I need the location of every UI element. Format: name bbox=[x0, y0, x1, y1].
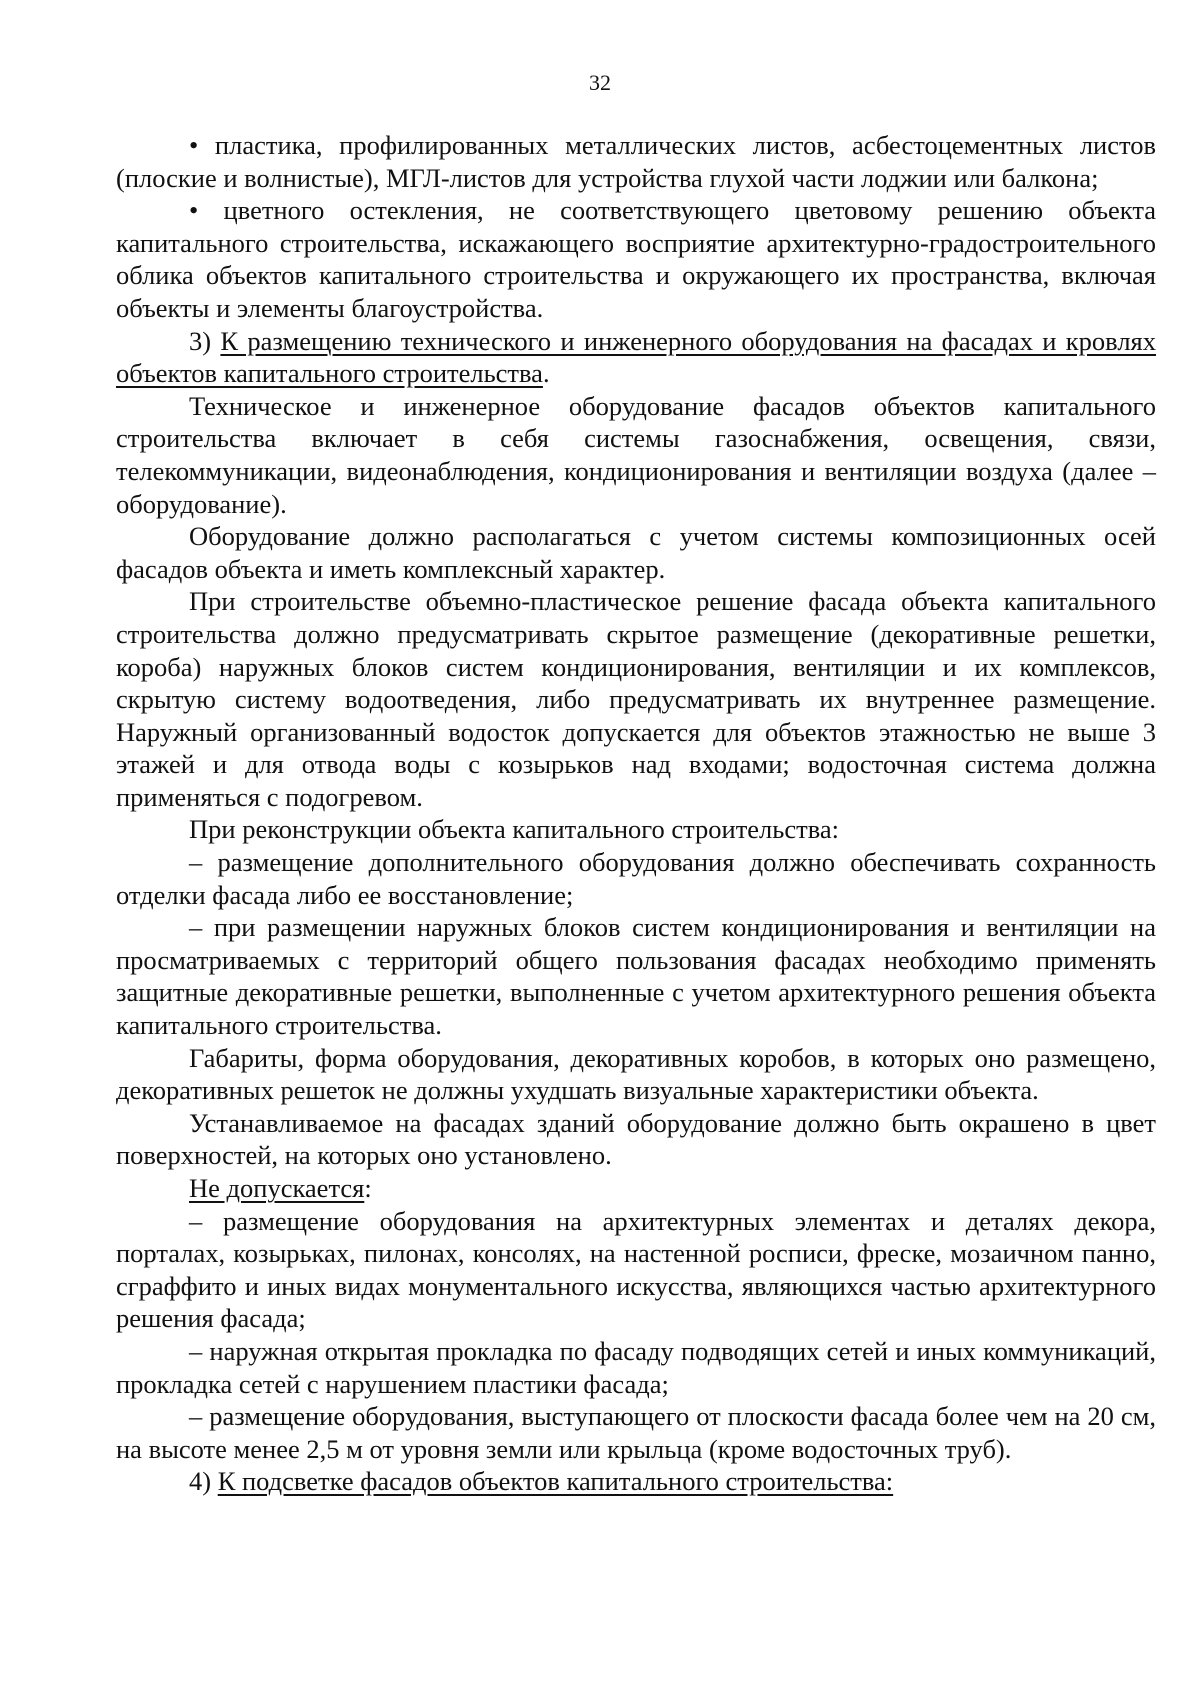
document-body bbox=[116, 129, 1156, 1498]
paragraph-construction-rules: При строительстве объемно-пластическое решение фасада объекта капитального строительства должно предусматривать скрытое размещение (декоративные решетки, короба) наружных блоков систем кондиционирования, вентиляции и их комплексов, скрытую систему водоотведения, либо предусматривать их внутреннее размещение. Наружный организованный водосток допускается для объектов этажностью не выше 3 этажей и для отвода воды с козырьков над входами; водосточная система должна применяться с подогревом. bbox=[116, 586, 1156, 812]
list-item-protruding-equipment: – размещение оборудования, выступающего от плоскости фасада более чем на 20 см, на высоте менее 2,5 м от уровня земли или крыльца (кроме водосточных труб). bbox=[116, 1401, 1156, 1464]
not-allowed-heading bbox=[116, 1172, 1156, 1205]
section-3-number: 3) bbox=[189, 325, 221, 356]
paragraph-equipment-placement: Оборудование должно располагаться с учетом системы композиционных осей фасадов объекта и иметь комплексный характер. bbox=[116, 521, 1156, 584]
not-allowed-title: Не допускается bbox=[189, 1173, 365, 1203]
section-4-heading bbox=[116, 1465, 1156, 1498]
section-3-title: К размещению технического и инженерного оборудования на фасадах и кровлях объектов капитального строительства bbox=[116, 325, 1156, 389]
not-allowed-colon: : bbox=[364, 1173, 372, 1203]
section-3-period: . bbox=[542, 358, 550, 389]
paragraph-colored-glazing: • цветного остекления, не соответствующего цветовому решению объекта капитального строительства, искажающего восприятие архитектурно-градостроительного облика объектов капитального строительства и окружающего их пространства, включая объекты и элементы благоустройства. bbox=[116, 195, 1156, 323]
list-item-additional-equipment: – размещение дополнительного оборудования должно обеспечивать сохранность отделки фасада либо ее восстановление; bbox=[116, 847, 1156, 910]
paragraph-painting: Устанавливаемое на фасадах зданий оборудование должно быть окрашено в цвет поверхностей, на которых оно установлено. bbox=[116, 1107, 1156, 1171]
section-4-number: 4) bbox=[189, 1466, 218, 1497]
paragraph-equipment-definition: Техническое и инженерное оборудование фасадов объектов капитального строительства включает в себя системы газоснабжения, освещения, связи, телекоммуникации, видеонаблюдения, кондиционирования и вентиляции воздуха (далее – оборудование). bbox=[116, 390, 1156, 519]
paragraph-dimensions: Габариты, форма оборудования, декоративных коробов, в которых оно размещено, декоративных решеток не должны ухудшать визуальные характеристики объекта. bbox=[116, 1042, 1156, 1106]
paragraph-plastic-sheets: • пластика, профилированных металлических листов, асбестоцементных листов (плоские и волнистые), МГЛ-листов для устройства глухой части лоджии или балкона; bbox=[116, 130, 1156, 193]
section-4-title: К подсветке фасадов объектов капитального строительства: bbox=[217, 1466, 894, 1497]
section-3-heading bbox=[116, 325, 1156, 390]
paragraph-reconstruction-intro: При реконструкции объекта капитального строительства: bbox=[189, 814, 839, 845]
list-item-decor-elements: – размещение оборудования на архитектурных элементах и деталях декора, порталах, козырьках, пилонах, консолях, на настенной росписи, фреске, мозаичном панно, сграффито и иных видах монументального искусства, являющихся частью архитектурного решения фасада; bbox=[116, 1205, 1156, 1334]
list-item-outdoor-units: – при размещении наружных блоков систем кондиционирования и вентиляции на просматриваемых с территорий общего пользования фасадах необходимо применять защитные декоративные решетки, выполненные с учетом архитектурного решения объекта капитального строительства. bbox=[116, 912, 1156, 1041]
list-item-open-wiring: – наружная открытая прокладка по фасаду подводящих сетей и иных коммуникаций, прокладка сетей с нарушением пластики фасада; bbox=[116, 1335, 1156, 1399]
page-number: 32 bbox=[589, 70, 611, 95]
